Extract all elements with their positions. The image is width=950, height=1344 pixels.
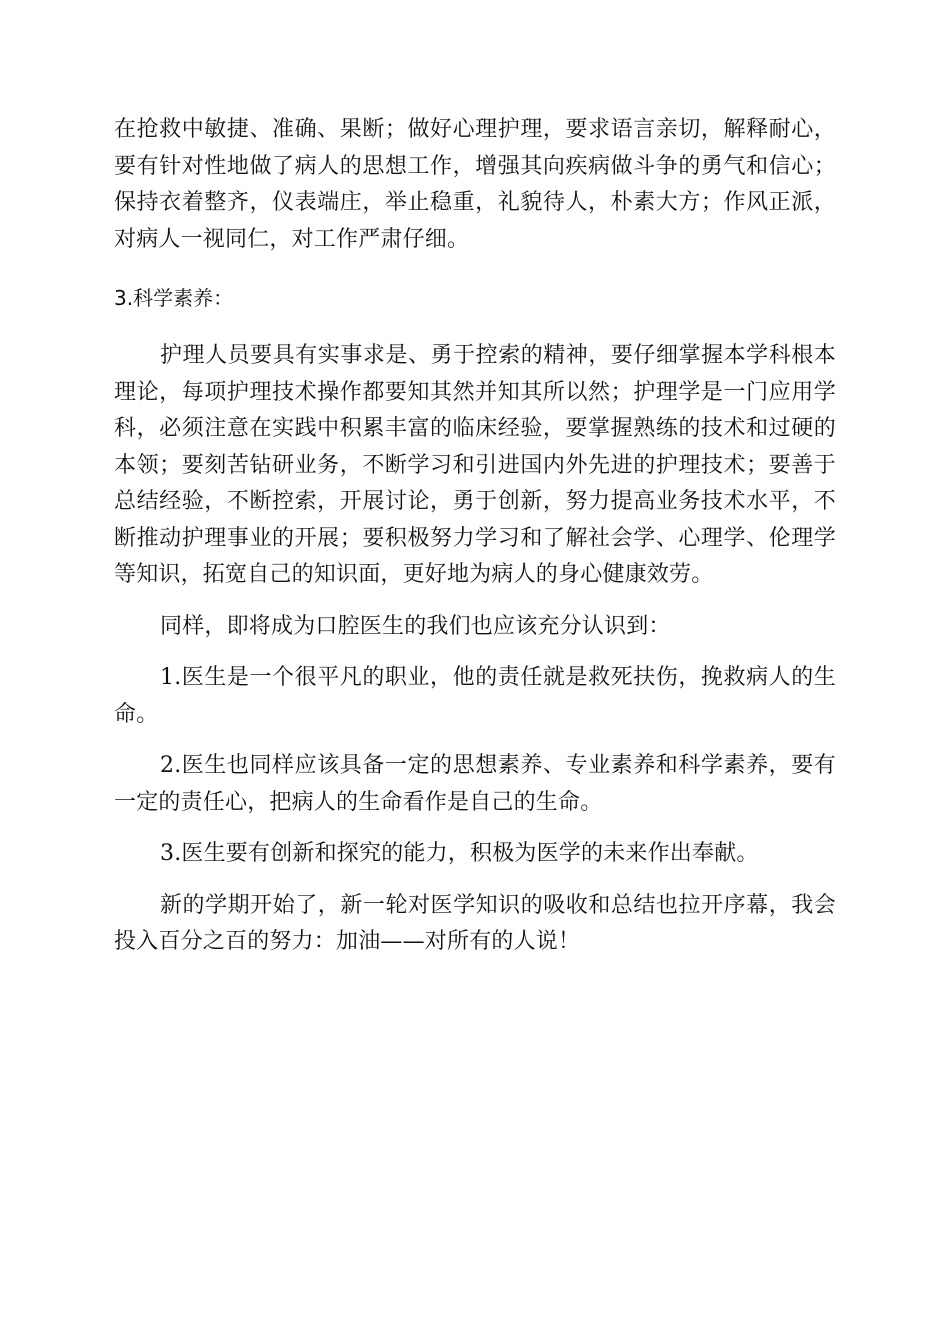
list-item-1: 1.医生是一个很平凡的职业，他的责任就是救死扶伤，挽救病人的生命。: [114, 665, 836, 727]
document-page: [114, 112, 836, 961]
section-heading-scientific: 3.科学素养：: [114, 286, 234, 310]
paragraph-attitude: 在抢救中敏捷、准确、果断；做好心理护理，要求语言亲切，解释耐心，要有针对性地做了病人的思想工作，增强其向疾病做斗争的勇气和信心；保持衣着整齐，仪表端庄，举止稳重，礼貌待人，朴素大方；作风正派，对病人一视同仁，对工作严肃仔细。: [114, 117, 836, 252]
list-item-2: 2.医生也同样应该具备一定的思想素养、专业素养和科学素养，要有一定的责任心，把病人的生命看作是自己的生命。: [114, 753, 836, 815]
paragraph-scientific: 护理人员要具有实事求是、勇于控索的精神，要仔细掌握本学科根本理论，每项护理技术操作都要知其然并知其所以然；护理学是一门应用学科，必须注意在实践中积累丰富的临床经验，要掌握熟练的技术和过硬的本领；要刻苦钻研业务，不断学习和引进国内外先进的护理技术；要善于总结经验，不断控索，开展讨论，勇于创新，努力提高业务技术水平，不断推动护理事业的开展；要积极努力学习和了解社会学、心理学、伦理学等知识，拓宽自己的知识面，更好地为病人的身心健康效劳。: [114, 343, 836, 587]
paragraph-dentist-intro: 同样，即将成为口腔医生的我们也应该充分认识到：: [160, 613, 671, 639]
list-item-3: 3.医生要有创新和探究的能力，积极为医学的未来作出奉献。: [160, 841, 759, 866]
paragraph-conclusion: 新的学期开始了，新一轮对医学知识的吸收和总结也拉开序幕，我会投入百分之百的努力：加油——对所有的人说！: [114, 892, 836, 954]
